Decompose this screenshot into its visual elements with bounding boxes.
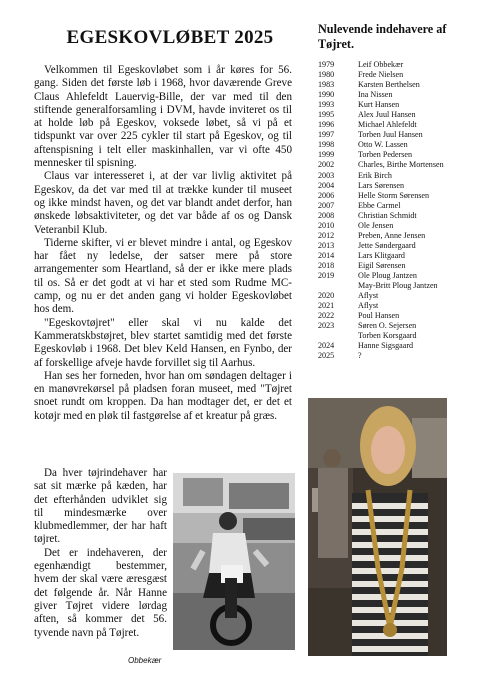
holder-row [318,90,468,100]
holder-year [318,331,358,341]
holder-row [318,351,468,361]
holder-row [318,191,468,201]
holder-name: Michael Ahlefeldt [358,120,417,130]
paragraph: Claus var interesseret i, at der var livlig aktivitet på Egeskov, da det var med til at trække kunder til museet og ikke mindst haven, og det var blandt andet derfor, han ønskede løbsaktiviteter, og det var både af os og Dansk Veteranbil Klub. [34,170,292,236]
holder-row [318,271,468,281]
holder-name: Ina Nissen [358,90,393,100]
holder-name: Frede Nielsen [358,70,404,80]
holder-name: Karsten Berthelsen [358,80,420,90]
holder-name: Ole Jensen [358,220,394,230]
holder-row [318,251,468,261]
holder-year: 2013 [318,240,335,250]
holder-year: 1993 [318,100,335,110]
holder-year: 2004 [318,180,335,190]
holder-row [318,60,468,70]
holder-year: 2012 [318,230,335,240]
holder-name: Erik Birch [358,170,392,180]
holder-row [318,140,468,150]
holder-row [318,321,468,331]
holder-name: Torben Korsgaard [358,331,417,341]
holder-row [318,281,468,291]
holder-name: Preben, Anne Jensen [358,230,426,240]
article-lower-column [34,467,167,640]
holder-year: 2003 [318,170,335,180]
holder-year [318,281,358,291]
holder-row [318,171,468,181]
holder-row [318,311,468,321]
holder-name: Leif Obbekær [358,60,404,69]
holder-row [318,261,468,271]
paragraph: Velkommen til Egeskovløbet som i år køres for 56. gang. Siden det første løb i 1968, hvor daværende Greve Claus Ahlefeldt Lauervig-Bille, der var med til den stiftende generalforsamling i DVM, havde inviteret os til at holde løb på Egeskov, voksede løbet, så vi på et tidspunkt var over 225 cykler til start på Egeskov, og til aftenspisning i telt eller maskinhallen, var vi ofte 450 mennesker til spisning. [34,64,292,170]
holder-name: Alex Juul Hansen [358,110,416,120]
holder-year: 1996 [318,120,335,130]
holder-row [318,341,468,351]
signature: Obbekær [128,656,162,665]
holder-year: 1997 [318,130,335,140]
holder-year: 2010 [318,220,335,230]
holder-name: Eigil Sørensen [358,260,406,270]
paragraph: Da hver tøjrindehaver har sat sit mærke på kæden, har det efterhånden udviklet sig til mindesmærke over klubmedlemmer, der har haft tøjret. [34,467,167,546]
holder-row [318,241,468,251]
holder-name: Aflyst [358,301,379,311]
holder-year: 2025 [318,351,335,361]
holder-row [318,211,468,221]
holder-year: 2006 [318,190,335,200]
holder-row [318,100,468,110]
holder-year: 2018 [318,260,335,270]
motorcycle-photo [173,473,295,650]
holder-name: Torben Juul Hansen [358,130,423,140]
holder-row [318,301,468,311]
holder-name: Søren O. Sejersen [358,321,417,331]
holder-row [318,120,468,130]
holder-row [318,181,468,191]
holder-year: 1979 [318,60,335,69]
holder-year: 2023 [318,321,335,331]
holder-year: 2020 [318,291,335,301]
holder-row [318,160,468,170]
holder-row [318,221,468,231]
holder-name: May-Britt Ploug Jantzen [358,281,438,291]
holder-name: Otto W. Lassen [358,140,408,150]
holder-name: Torben Pedersen [358,150,413,160]
holder-name: Lars Klitgaard [358,250,405,260]
holder-row [318,110,468,120]
holder-row [318,331,468,341]
holder-name: Ole Ploug Jantzen [358,270,417,280]
holder-year: 1999 [318,150,335,160]
holder-row [318,201,468,211]
holder-year: 1998 [318,140,335,150]
holder-name: Christian Schmidt [358,210,417,220]
article-body [34,64,292,423]
holder-row [318,231,468,241]
holder-row [318,130,468,140]
holder-year: 2007 [318,200,335,210]
holder-row [318,150,468,160]
holder-photo [308,398,447,656]
page-title: EGESKOVLØBET 2025 [66,27,274,48]
holder-name: Hanne Sigsgaard [358,341,414,351]
holder-year: 1980 [318,70,335,80]
holder-year: 2021 [318,301,335,311]
holder-year: 2024 [318,341,335,351]
holder-year: 2022 [318,311,335,321]
holder-name: Poul Hansen [358,311,400,321]
paragraph: Tiderne skifter, vi er blevet mindre i antal, og Egeskov har fået ny ledelse, der satser mere på store arrangementer som Heartland, så der er ikke mere plads til os. Så er det godt at vi har et sted som Rudme MC-camp, og nu er det anden gang vi holder Egeskovløbet hos dem. [34,236,292,316]
holders-title: Nulevende indehavere af Tøjret. [318,22,447,51]
motorcycle-photo-image [173,473,295,650]
holder-photo-image [308,398,447,656]
paragraph: Det er indehaveren, der egenhændigt bestemmer, hvem der skal være æresgæst det følgende år. Når Hanne giver Tøjret videre lørdag aften, så kommer det 56. tyvende navn på Tøjret. [34,546,167,639]
holder-name: Ebbe Carmel [358,200,401,210]
holder-year: 1990 [318,90,335,100]
holder-name: Jette Søndergaard [358,240,416,250]
paragraph: "Egeskovtøjret" eller skal vi nu kalde det Kammeratskbstøjret, blev startet samtidig med det første Egeskovløb i 1968. Det blev Keld Hansen, en Fynbo, der af forskellige afveje havde forvillet sig til Aarhus. [34,316,292,369]
holder-name: ? [358,351,362,361]
holder-year: 2019 [318,270,335,280]
holder-year: 2002 [318,160,335,170]
holder-year: 1983 [318,80,335,90]
holder-name: Charles, Birthe Mortensen [358,160,444,170]
holder-name: Kurt Hansen [358,100,400,110]
holders-list [318,60,468,361]
holder-year: 2008 [318,210,335,220]
holder-name: Aflyst [358,291,379,301]
holder-row [318,80,468,90]
holder-row [318,70,468,80]
holder-row [318,291,468,301]
holder-year: 2014 [318,250,335,260]
holder-year: 1995 [318,110,335,120]
holder-name: Lars Sørensen [358,180,405,190]
holder-name: Helle Storm Sørensen [358,190,430,200]
paragraph: Han ses her forneden, hvor han om søndagen deltager i en manøvrekørsel på pladsen foran museet, med "Tøjret snoet rundt om kroppen. Da han modtager det, er det et kotøjr med en pløk til fastgørelse af et kreatur på græs. [34,369,292,422]
